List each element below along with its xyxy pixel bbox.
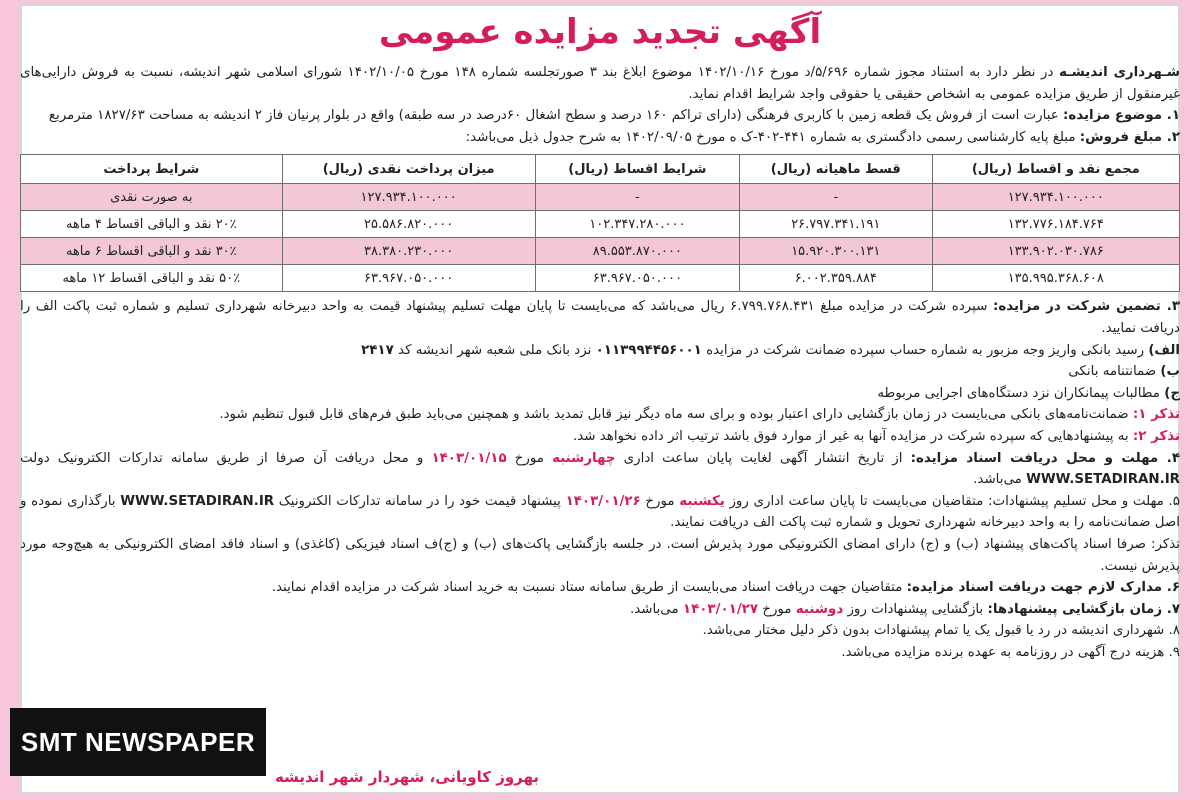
item-be-text: ضمانتنامه بانکی [1068, 364, 1161, 380]
section-1 [20, 105, 1180, 127]
header-total: مجمع نقد و اقساط (ریال) [932, 155, 1179, 184]
table-cell: ۳۰٪ نقد و الباقی اقساط ۶ ماهه [21, 238, 283, 265]
section-1-label: ۱. موضوع مزایده: [1063, 108, 1180, 124]
section-7-text2: مورخ [758, 601, 796, 617]
section-2 [20, 127, 1180, 149]
note-3 [20, 534, 1180, 577]
section-6-label: ۶. مدارک لازم جهت دریافت اسناد مزایده: [906, 580, 1180, 596]
table-cell: ۶۳.۹۶۷.۰۵۰.۰۰۰ [282, 265, 535, 292]
note-1 [20, 404, 1180, 426]
account-number: ۰۱۱۳۹۹۴۴۵۶۰۰۱ [595, 342, 702, 358]
table-cell: ۱۲۷.۹۳۴.۱۰۰.۰۰۰ [932, 184, 1179, 211]
item-jim [20, 383, 1180, 405]
branch-code: ۲۴۱۷ [361, 342, 394, 358]
section-9 [20, 642, 1180, 664]
table-cell: ۲۶.۷۹۷.۳۴۱.۱۹۱ [740, 211, 933, 238]
intro-text: در نظر دارد به استناد مجوز شماره ۵/۶۹۶/د مورخ ۱۴۰۲/۱۰/۱۶ موضوع ابلاغ بند ۳ صورتجلسه شماره ۱۴۸ مورخ ۱۴۰۲/۱۰/۰۵ شورای اسلامی شهر اندیشه، نسبت به فروش دارایی‌های غیرمنقول از طریق مزایده عمومی به اشخاص حقیقی یا حقوقی واجد شرایط اقدام نماید. [20, 65, 1180, 102]
note-2-label: تذکر ۲: [1132, 428, 1180, 444]
item-alef-text2: نزد بانک ملی شعبه شهر اندیشه کد [393, 342, 596, 358]
table-cell: ۲۵.۵۸۶.۸۲۰.۰۰۰ [282, 211, 535, 238]
price-table [20, 154, 1180, 292]
table-row [21, 238, 1180, 265]
section-2-text: مبلغ پایه کارشناسی رسمی دادگستری به شماره ۴۴۱-۴۰۲-ک ه مورخ ۱۴۰۲/۰۹/۰۵ به شرح جدول ذیل می‌باشد: [465, 129, 1080, 145]
intro-paragraph [20, 62, 1180, 105]
org-name: شـهرداری اندیشـه [1058, 65, 1180, 80]
section-9-text: ۹. هزینه درج آگهی در روزنامه به عهده برنده مزایده می‌باشد. [841, 644, 1180, 660]
table-cell: ۱۳۵.۹۹۵.۳۶۸.۶۰۸ [932, 265, 1179, 292]
item-jim-text: مطالبات پیمانکاران نزد دستگاه‌های اجرایی مربوطه [877, 385, 1165, 401]
section-7-text3: می‌باشد. [629, 601, 683, 617]
section-5-text: ۵. مهلت و محل تسلیم پیشنهادات: متقاضیان می‌بایست تا پایان ساعت اداری روز [724, 493, 1180, 509]
note-2-text: به پیشنهادهایی که سپرده شرکت در مزایده آنها به غیر از موارد فوق باشد ترتیب اثر داده نخواهد شد. [572, 428, 1133, 444]
table-row [21, 211, 1180, 238]
item-alef [20, 340, 1180, 362]
signature: بهروز کاویانی، شهردار شهر اندیشه [275, 768, 540, 786]
table-cell: ۱۰۲.۳۴۷.۲۸۰.۰۰۰ [535, 211, 739, 238]
table-row [21, 184, 1180, 211]
section-4-text2: مورخ [506, 450, 553, 466]
section-7-day: دوشنبه [795, 601, 844, 617]
item-be [20, 361, 1180, 383]
section-5-day: یکشنبه [679, 493, 725, 509]
section-3 [20, 296, 1180, 339]
notice-title: آگهی تجدید مزایده عمومی [378, 12, 822, 52]
section-4-text: از تاریخ انتشار آگهی لغایت پایان ساعت اداری [615, 450, 911, 466]
section-3-text: سپرده شرکت در مزایده مبلغ ۶.۷۹۹.۷۶۸.۴۳۱ ریال می‌باشد که می‌بایست تا پایان مهلت تسلیم پیشنهاد قیمت به واحد دبیرخانه شهرداری تسلیم و شماره ثبت پاکت الف را دریافت نمایید. [20, 299, 1180, 336]
table-cell: ۳۸.۳۸۰.۲۳۰.۰۰۰ [282, 238, 535, 265]
item-be-label: ب) [1160, 364, 1180, 380]
section-4-website: WWW.SETADIRAN.IR [1026, 472, 1180, 488]
section-4 [20, 448, 1180, 491]
section-5-text2: مورخ [640, 493, 680, 509]
section-1-text: عبارت است از فروش یک قطعه زمین با کاربری فرهنگی (دارای تراکم ۱۶۰ درصد و سطح اشغال ۶۰درصد در سه طبقه) واقع در بلوار پرنیان فاز ۲ اندیشه به مساحت ۱۸۲۷/۶۳ مترمربع [48, 108, 1063, 124]
section-8 [20, 620, 1180, 642]
section-6 [20, 577, 1180, 599]
section-5-text3: پیشنهاد قیمت خود را در سامانه تدارکات الکترونیک [274, 493, 566, 509]
table-cell: ۱۳۲.۷۷۶.۱۸۴.۷۶۴ [932, 211, 1179, 238]
table-cell: ۱۳۳.۹۰۲.۰۳۰.۷۸۶ [932, 238, 1179, 265]
note-1-text: ضمانت‌نامه‌های بانکی می‌بایست در زمان بازگشایی دارای اعتبار بوده و برای سه ماه دیگر نیز قابل تمدید باشد و همچنین می‌باید طبق فرم‌های قابل قبول تنظیم شود. [219, 407, 1133, 423]
section-4-text4: می‌باشد. [973, 472, 1027, 488]
section-5-date: ۱۴۰۳/۰۱/۲۶ [565, 493, 641, 509]
table-cell: - [740, 184, 933, 211]
section-7-text: بازگشایی پیشنهادات روز [843, 601, 988, 617]
notice-body [20, 62, 1180, 792]
table-cell: ۸۹.۵۵۳.۸۷۰.۰۰۰ [535, 238, 739, 265]
note-1-label: تذکر ۱: [1132, 407, 1180, 423]
section-7 [20, 599, 1180, 621]
table-cell: - [535, 184, 739, 211]
watermark-logo: SMT NEWSPAPER [10, 708, 266, 776]
note-2 [20, 426, 1180, 448]
section-3-label: ۳. تضمین شرکت در مزایده: [992, 299, 1180, 315]
table-cell: ۱۲۷.۹۳۴.۱۰۰.۰۰۰ [282, 184, 535, 211]
section-4-day: چهارشنبه [552, 450, 616, 466]
item-alef-text: رسید بانکی واریز وجه مزبور به شماره حساب سپرده ضمانت شرکت در مزایده [701, 342, 1149, 358]
price-table-header [21, 155, 1180, 184]
title-bar [20, 10, 1180, 54]
header-monthly: قسط ماهیانه (ریال) [740, 155, 933, 184]
item-jim-label: ج) [1164, 385, 1180, 401]
note-3-text: تذکر: صرفا اسناد پاکت‌های پیشنهاد (ب) و (ج) دارای امضای الکترونیکی مورد پذیرش است. در جلسه بازگشایی پاکت‌های (ب) و (ج)ف اسناد فیزیکی (کاغذی) و اسناد فاقد امضای الکترونیکی به هیچ‌وجه مورد پذیرش نیست. [20, 536, 1180, 574]
section-5 [20, 491, 1180, 534]
table-cell: ۲۰٪ نقد و الباقی اقساط ۴ ماهه [21, 211, 283, 238]
table-cell: به صورت نقدی [21, 184, 283, 211]
table-cell: ۶۳.۹۶۷.۰۵۰.۰۰۰ [535, 265, 739, 292]
header-terms: شرایط پرداخت [21, 155, 283, 184]
section-5-website: WWW.SETADIRAN.IR [120, 493, 275, 509]
section-4-label: ۴. مهلت و محل دریافت اسناد مزایده: [910, 450, 1180, 466]
table-row [21, 265, 1180, 292]
table-cell: ۱۵.۹۲۰.۳۰۰.۱۳۱ [740, 238, 933, 265]
section-7-date: ۱۴۰۳/۰۱/۲۷ [682, 601, 759, 617]
section-4-text3: و محل دریافت آن صرفا از طریق سامانه تدارکات الکترونیک دولت [20, 450, 432, 466]
header-cash: میزان پرداخت نقدی (ریال) [282, 155, 535, 184]
item-alef-label: الف) [1148, 342, 1180, 358]
header-installment: شرایط اقساط (ریال) [535, 155, 739, 184]
section-6-text: متقاضیان جهت دریافت اسناد می‌بایست از طریق سامانه ستاد نسبت به خرید اسناد شرکت در مزایده اقدام نمایند. [271, 580, 907, 596]
section-5-text4: بارگذاری نموده و اصل ضمانت‌نامه را به واحد دبیرخانه شهرداری تحویل و شماره ثبت پاکت الف دریافت نمایند. [20, 493, 1180, 531]
section-4-date: ۱۴۰۳/۰۱/۱۵ [431, 450, 507, 466]
section-7-label: ۷. زمان بازگشایی پیشنهادها: [987, 601, 1180, 617]
table-cell: ۶.۰۰۲.۳۵۹.۸۸۴ [740, 265, 933, 292]
section-2-label: ۲. مبلغ فروش: [1079, 129, 1180, 145]
section-8-text: ۸. شهرداری اندیشه در رد یا قبول یک یا تمام پیشنهادات بدون ذکر دلیل مختار می‌باشد. [702, 623, 1180, 639]
table-cell: ۵۰٪ نقد و الباقی اقساط ۱۲ ماهه [21, 265, 283, 292]
